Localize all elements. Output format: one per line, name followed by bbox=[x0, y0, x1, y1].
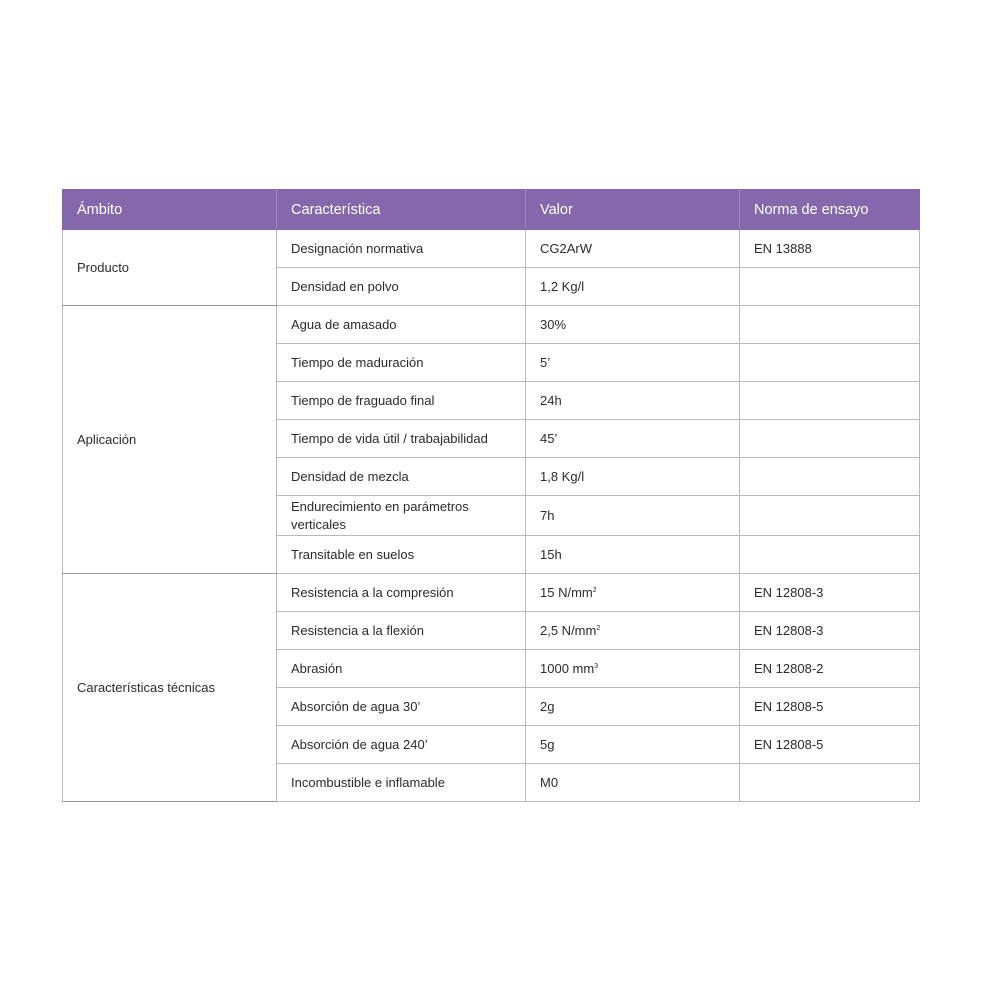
header-row bbox=[63, 190, 920, 230]
characteristic-cell: Resistencia a la compresión bbox=[277, 574, 526, 612]
standard-cell bbox=[740, 344, 920, 382]
table-header bbox=[63, 190, 920, 230]
value-cell bbox=[526, 688, 740, 726]
characteristic-cell: Densidad de mezcla bbox=[277, 458, 526, 496]
value-text: 15h bbox=[540, 546, 562, 562]
value-text: 24h bbox=[540, 392, 562, 408]
header-valor: Valor bbox=[526, 190, 740, 230]
value-text: 30% bbox=[540, 316, 567, 332]
value-cell bbox=[526, 230, 740, 268]
value-text: 1,8 Kg/l bbox=[540, 468, 585, 484]
value-cell bbox=[526, 612, 740, 650]
value-text: CG2ArW bbox=[540, 240, 592, 256]
characteristic-cell: Tiempo de vida útil / trabajabilidad bbox=[277, 420, 526, 458]
header-ambito: Ámbito bbox=[63, 190, 277, 230]
unit-exponent: 2 bbox=[592, 586, 597, 594]
value-cell bbox=[526, 650, 740, 688]
characteristic-cell: Agua de amasado bbox=[277, 306, 526, 344]
value-text: M0 bbox=[540, 774, 559, 790]
value-text: 5’ bbox=[540, 354, 551, 370]
characteristic-cell: Tiempo de fraguado final bbox=[277, 382, 526, 420]
standard-cell bbox=[740, 458, 920, 496]
value-cell bbox=[526, 458, 740, 496]
scope-cell: Características técnicas bbox=[63, 574, 277, 802]
characteristic-cell: Absorción de agua 240’ bbox=[277, 726, 526, 764]
technical-spec-table bbox=[62, 189, 920, 802]
table-row bbox=[63, 230, 920, 268]
value-text: 7h bbox=[540, 507, 555, 523]
characteristic-cell: Transitable en suelos bbox=[277, 536, 526, 574]
table-body bbox=[63, 230, 920, 802]
standard-cell bbox=[740, 420, 920, 458]
header-caracteristica: Característica bbox=[277, 190, 526, 230]
standard-cell: EN 12808-3 bbox=[740, 612, 920, 650]
standard-cell bbox=[740, 382, 920, 420]
value-cell bbox=[526, 496, 740, 536]
characteristic-cell: Incombustible e inflamable bbox=[277, 764, 526, 802]
characteristic-cell: Absorción de agua 30’ bbox=[277, 688, 526, 726]
characteristic-cell: Endurecimiento en parámetros verticales bbox=[277, 496, 526, 536]
standard-cell: EN 12808-5 bbox=[740, 688, 920, 726]
value-text: 1000 mm bbox=[540, 660, 595, 676]
standard-cell: EN 12808-5 bbox=[740, 726, 920, 764]
table-row bbox=[63, 306, 920, 344]
standard-cell: EN 13888 bbox=[740, 230, 920, 268]
characteristic-cell: Resistencia a la flexión bbox=[277, 612, 526, 650]
value-cell bbox=[526, 382, 740, 420]
header-norma: Norma de ensayo bbox=[740, 190, 920, 230]
standard-cell bbox=[740, 268, 920, 306]
value-text: 5g bbox=[540, 736, 555, 752]
characteristic-cell: Designación normativa bbox=[277, 230, 526, 268]
value-cell bbox=[526, 268, 740, 306]
unit-exponent: 3 bbox=[594, 662, 599, 670]
standard-cell bbox=[740, 536, 920, 574]
value-cell bbox=[526, 420, 740, 458]
value-text: 1,2 Kg/l bbox=[540, 278, 585, 294]
value-cell bbox=[526, 344, 740, 382]
scope-cell: Producto bbox=[63, 230, 277, 306]
scope-cell: Aplicación bbox=[63, 306, 277, 574]
unit-exponent: 2 bbox=[596, 624, 601, 632]
standard-cell: EN 12808-3 bbox=[740, 574, 920, 612]
characteristic-cell: Densidad en polvo bbox=[277, 268, 526, 306]
standard-cell bbox=[740, 496, 920, 536]
standard-cell bbox=[740, 306, 920, 344]
table-row bbox=[63, 574, 920, 612]
standard-cell: EN 12808-2 bbox=[740, 650, 920, 688]
characteristic-cell: Abrasión bbox=[277, 650, 526, 688]
value-text: 2g bbox=[540, 698, 555, 714]
value-cell bbox=[526, 574, 740, 612]
value-cell bbox=[526, 726, 740, 764]
value-cell bbox=[526, 536, 740, 574]
value-text: 45’ bbox=[540, 430, 558, 446]
value-text: 15 N/mm bbox=[540, 584, 593, 600]
characteristic-cell: Tiempo de maduración bbox=[277, 344, 526, 382]
value-cell bbox=[526, 764, 740, 802]
value-text: 2,5 N/mm bbox=[540, 622, 597, 638]
value-cell bbox=[526, 306, 740, 344]
standard-cell bbox=[740, 764, 920, 802]
